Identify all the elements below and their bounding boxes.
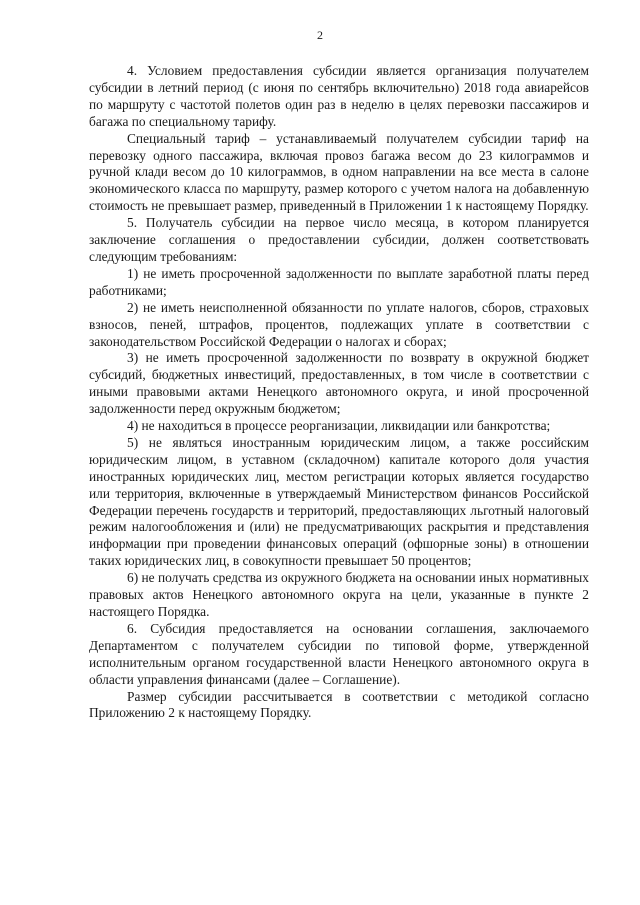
requirement-item-2: 2) не иметь неисполненной обязанности по уплате налогов, сборов, страховых взносов, пеней, штрафов, процентов, подлежащих уплате в соответствии с законодательством Российской Федерации о налогах и сборах; [89,299,589,349]
paragraph-condition: 4. Условием предоставления субсидии является организация получателем субсидии в летний период (с июня по сентябрь включительно) 2018 года авиарейсов по маршруту с частотой полетов один раз в неделю в целях перевозки пассажиров и багажа по специальному тарифу. [89,63,589,129]
requirement-item-5: 5) не являться иностранным юридическим лицом, а также российским юридическим лицом, в уставном (складочном) капитале которого доля участия иностранных юридических лиц, местом регистрации которых является государство или территория, включенные в утверждаемый Министерством финансов Российской Федерации перечень государств и территорий, предоставляющих льготный налоговый режим налогообложения и (или) не предусматривающих раскрытия и представления информации при проведении финансовых операций (офшорные зоны) в отношении таких юридических лиц, в совокупности превышает 50 процентов; [89,434,589,569]
paragraph-special-tariff: Специальный тариф – устанавливаемый получателем субсидии тариф на перевозку одного пассажира, включая провоз багажа весом до 23 килограммов и ручной клади весом до 10 килограммов, в одном направлении на все места в салоне экономического класса по маршруту, размер которого с учетом налога на добавленную стоимость не превышает размер, приведенный в Приложении 1 к настоящему Порядку. [89,130,589,214]
requirement-item-3: 3) не иметь просроченной задолженности по возврату в окружной бюджет субсидий, бюджетных инвестиций, предоставленных, в том числе в соответствии с иными правовыми актами Ненецкого автономного округа, и иной просроченной задолженности перед окружным бюджетом; [89,350,589,417]
paragraph-agreement: 6. Субсидия предоставляется на основании соглашения, заключаемого Департаментом с получателем субсидии по типовой форме, утвержденной исполнительным органом государственной власти Ненецкого автономного округа в области управления финансами (далее – Соглашение). [89,620,589,687]
document-body [89,63,589,722]
requirement-item-4: 4) не находиться в процессе реорганизации, ликвидации или банкротства; [127,418,551,434]
requirement-item-1: 1) не иметь просроченной задолженности по выплате заработной платы перед работниками; [89,265,589,298]
page-number: 2 [317,28,323,42]
paragraph-requirements-intro: 5. Получатель субсидии на первое число месяца, в котором планируется заключение соглашения о предоставлении субсидии, должен соответствовать следующим требованиям: [89,215,589,264]
requirement-item-6: 6) не получать средства из окружного бюджета на основании иных нормативных правовых актов Ненецкого автономного округа на цели, указанные в пункте 2 настоящего Порядка. [89,570,589,619]
paragraph-subsidy-amount: Размер субсидии рассчитывается в соответствии с методикой согласно Приложению 2 к настоящему Порядку. [89,688,589,721]
